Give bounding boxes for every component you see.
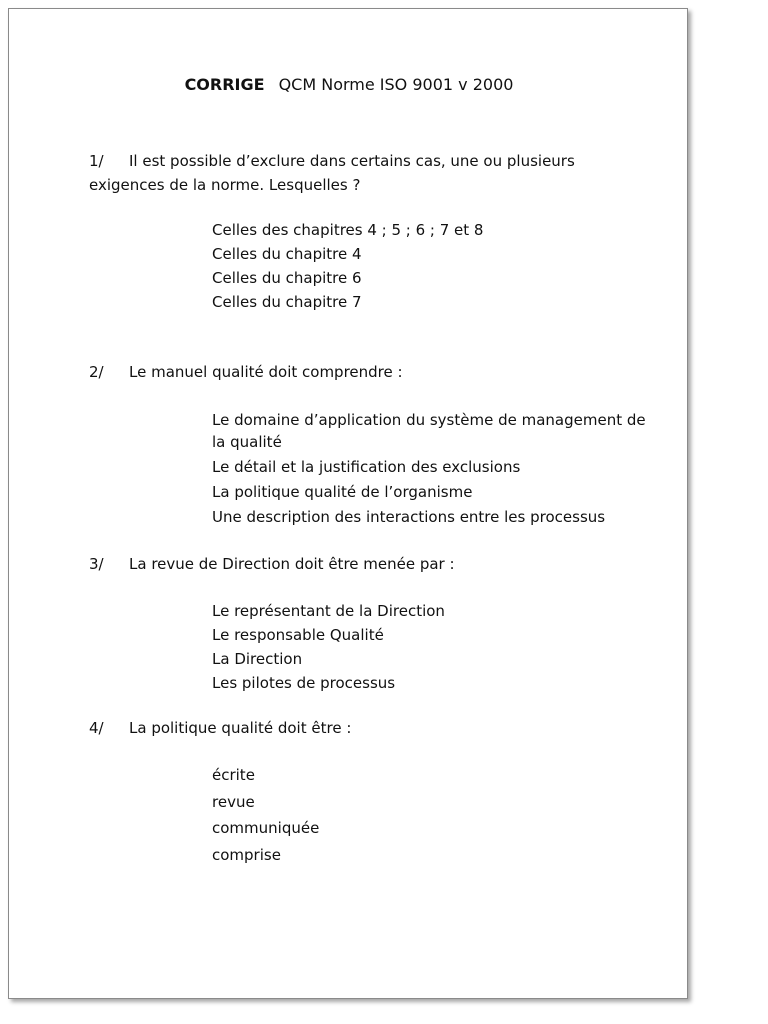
question-1-answers (212, 219, 652, 315)
question-2-answers (212, 409, 652, 531)
answer-item: Le représentant de la Direction (212, 602, 445, 620)
answer-item: La Direction (212, 650, 303, 668)
question-2 (89, 360, 649, 384)
answer-item: La politique qualité de l’organisme (212, 483, 473, 501)
question-4-answers (212, 763, 652, 869)
title-bold: CORRIGE (184, 75, 265, 94)
question-number: 1/ (89, 152, 104, 170)
answer-item: écrite (212, 766, 255, 784)
answer-item: Une description des interactions entre les processus (212, 508, 606, 526)
document-title (9, 75, 689, 94)
question-text: Il est possible d’exclure dans certains cas, une ou plusieurs exigences de la norme. Lesquelles ? (89, 152, 575, 194)
answer-item: Celles du chapitre 6 (212, 269, 362, 287)
answer-item: revue (212, 792, 255, 811)
answer-item: Celles du chapitre 4 (212, 245, 362, 263)
document-page (8, 8, 688, 999)
answer-item: Le détail et la justification des exclusions (212, 458, 521, 476)
answer-item: comprise (212, 845, 281, 864)
answer-item: communiquée (212, 819, 320, 837)
question-text: La revue de Direction doit être menée par : (129, 555, 455, 573)
question-3 (89, 552, 649, 576)
question-number: 4/ (89, 719, 104, 737)
question-1 (89, 149, 649, 197)
answer-item: Les pilotes de processus (212, 674, 396, 692)
question-text: Le manuel qualité doit comprendre : (129, 363, 403, 381)
answer-item: Le responsable Qualité (212, 626, 384, 644)
question-3-answers (212, 600, 652, 696)
question-number: 3/ (89, 555, 104, 573)
question-4 (89, 716, 649, 740)
question-number: 2/ (89, 363, 104, 381)
answer-item: Celles des chapitres 4 ; 5 ; 6 ; 7 et 8 (212, 221, 484, 239)
question-text: La politique qualité doit être : (129, 719, 352, 737)
title-rest: QCM Norme ISO 9001 v 2000 (278, 75, 514, 94)
answer-item: Celles du chapitre 7 (212, 293, 362, 311)
answer-item: Le domaine d’application du système de management de la qualité (212, 411, 646, 451)
